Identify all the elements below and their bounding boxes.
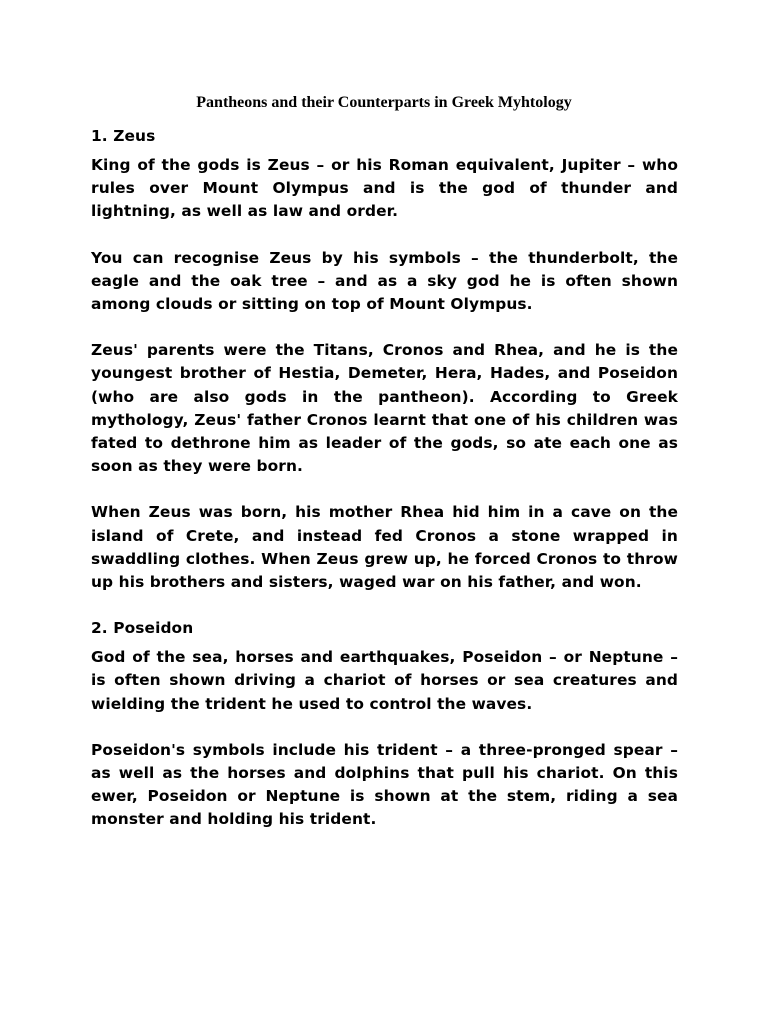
- paragraph: When Zeus was born, his mother Rhea hid him in a cave on the island of Crete, and instead fed Cronos a stone wrapped in swaddling clothes. When Zeus grew up, he forced Cronos to throw up his brothers and sisters, waged war on his father, and won.: [91, 503, 678, 592]
- paragraph: Poseidon's symbols include his trident – a three-pronged spear – as well as the horses and dolphins that pull his chariot. On this ewer, Poseidon or Neptune is shown at the stem, riding a sea monster and holding his trident.: [91, 740, 678, 829]
- section-heading-zeus: 1. Zeus: [91, 127, 156, 145]
- document-title: Pantheons and their Counterparts in Greek Myhtology: [196, 94, 572, 111]
- section-heading-poseidon: 2. Poseidon: [91, 619, 194, 638]
- section-zeus: [91, 125, 678, 594]
- paragraph: King of the gods is Zeus – or his Roman equivalent, Jupiter – who rules over Mount Olympus and is the god of thunder and lightning, as well as law and order.: [91, 156, 678, 221]
- paragraph: Zeus' parents were the Titans, Cronos and Rhea, and he is the youngest brother of Hestia, Demeter, Hera, Hades, and Poseidon (who are also gods in the pantheon). According to Greek mythology, Zeus' father Cronos learnt that one of his children was fated to dethrone him as leader of the gods, so ate each one as soon as they were born.: [91, 341, 678, 476]
- section-poseidon: [91, 617, 678, 831]
- paragraph: You can recognise Zeus by his symbols – the thunderbolt, the eagle and the oak tree – and as a sky god he is often shown among clouds or sitting on top of Mount Olympus.: [91, 248, 678, 314]
- document-body: [91, 125, 678, 832]
- paragraph: God of the sea, horses and earthquakes, Poseidon – or Neptune – is often shown driving a chariot of horses or sea creatures and wielding the trident he used to control the waves.: [91, 648, 678, 713]
